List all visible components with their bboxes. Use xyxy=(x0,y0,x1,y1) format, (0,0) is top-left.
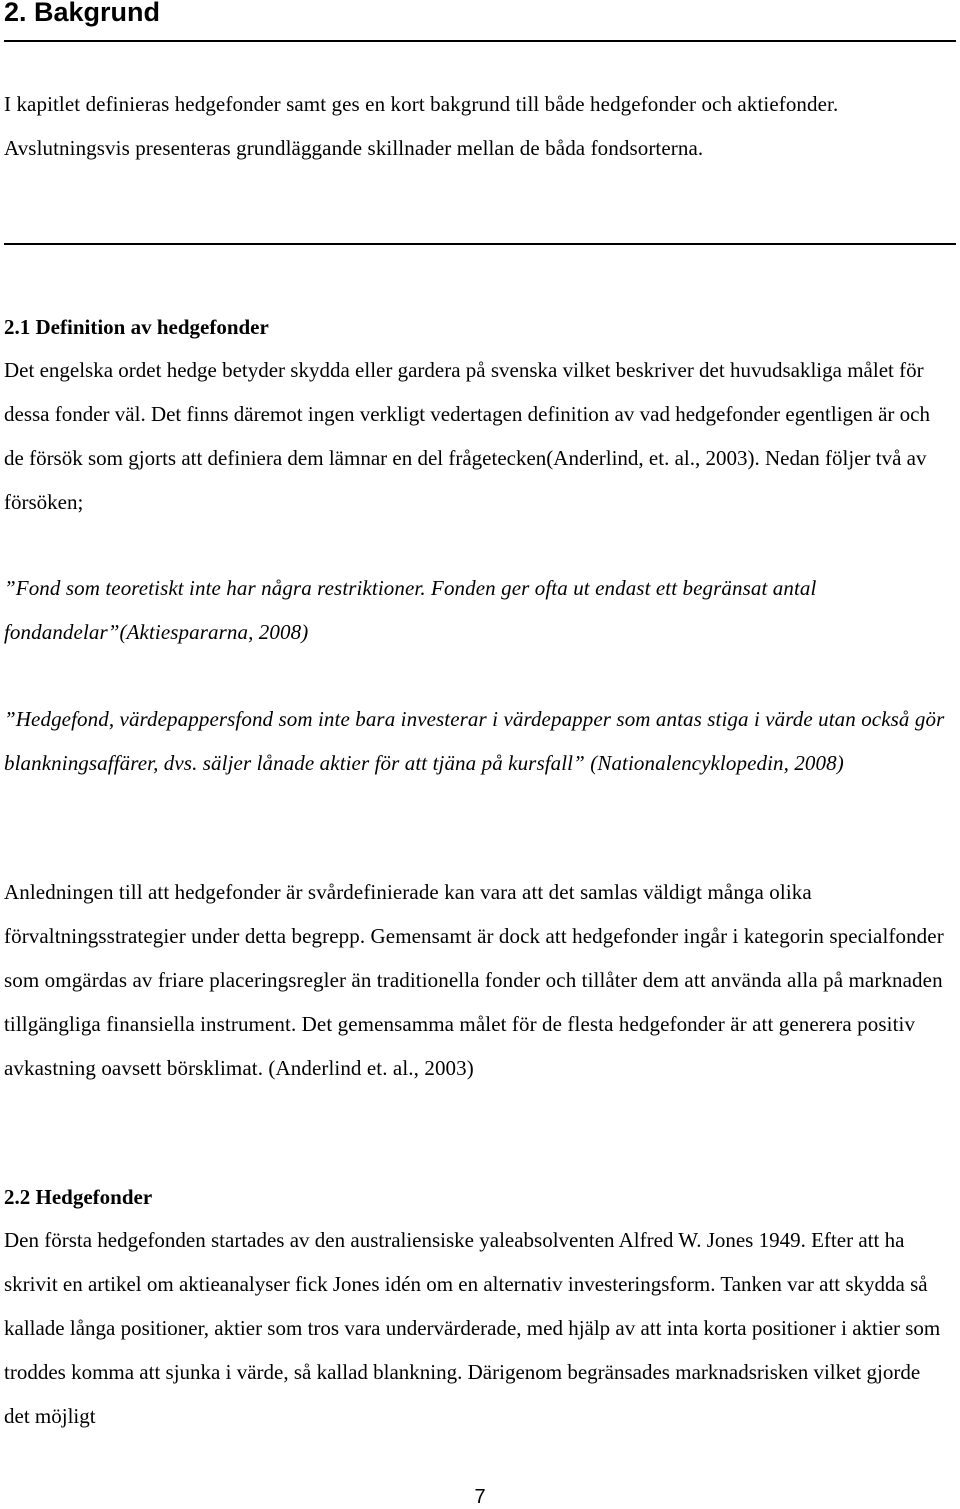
chapter-intro: I kapitlet definieras hedgefonder samt ges en kort bakgrund till både hedgefonder och aktiefonder. Avslutningsvis presenteras grundläggande skillnader mellan de båda fondsorterna. xyxy=(4,92,839,160)
definition-quote-1: ”Fond som teoretiskt inte har några restriktioner. Fonden ger ofta ut endast ett begränsat antal fondandelar”(Aktiespararna, 2008) xyxy=(4,576,817,644)
page-number: 7 xyxy=(474,1486,486,1508)
section-2-2-heading: 2.2 Hedgefonder xyxy=(4,1185,153,1209)
chapter-title: 2. Bakgrund xyxy=(4,0,161,27)
section-2-1-body-2: Anledningen till att hedgefonder är svårdefinierade kan vara att det samlas väldigt många olika förvaltningsstrategier under detta begrepp. Gemensamt är dock att hedgefonder ingår i kategorin specialfonder som omgärdas av friare placeringsregler än traditionella fonder och tillåter dem att använda alla på marknaden tillgängliga finansiella instrument. Det gemensamma målet för de flesta hedgefonder är att generera positiv avkastning oavsett börsklimat. (Anderlind et. al., 2003) xyxy=(4,880,944,1080)
chapter-title-rule xyxy=(4,40,956,42)
section-2-2-body: Den första hedgefonden startades av den australiensiske yaleabsolventen Alfred W. Jones 1949. Efter att ha skrivit en artikel om aktieanalyser fick Jones idén om en alternativ investeringsform. Tanken var att skydda så kallade långa positioner, aktier som tros vara undervärderade, med hjälp av att inta korta positioner i aktier som troddes komma att sjunka i värde, så kallad blankning. Därigenom begränsades marknadsrisken vilket gjorde det möjligt xyxy=(4,1228,941,1428)
section-2-1-heading: 2.1 Definition av hedgefonder xyxy=(4,315,269,339)
section-divider-rule xyxy=(4,243,956,245)
section-2-1-body: Det engelska ordet hedge betyder skydda eller gardera på svenska vilket beskriver det huvudsakliga målet för dessa fonder väl. Det finns däremot ingen verkligt vedertagen definition av vad hedgefonder egentligen är och de försök som gjorts att definiera dem lämnar en del frågetecken(Anderlind, et. al., 2003). Nedan följer två av försöken; xyxy=(4,358,930,514)
definition-quote-2: ”Hedgefond, värdepappersfond som inte bara investerar i värdepapper som antas stiga i värde utan också gör blankningsaffärer, dvs. säljer lånade aktier för att tjäna på kursfall” (Nationalencyklopedin, 2008) xyxy=(4,707,945,775)
